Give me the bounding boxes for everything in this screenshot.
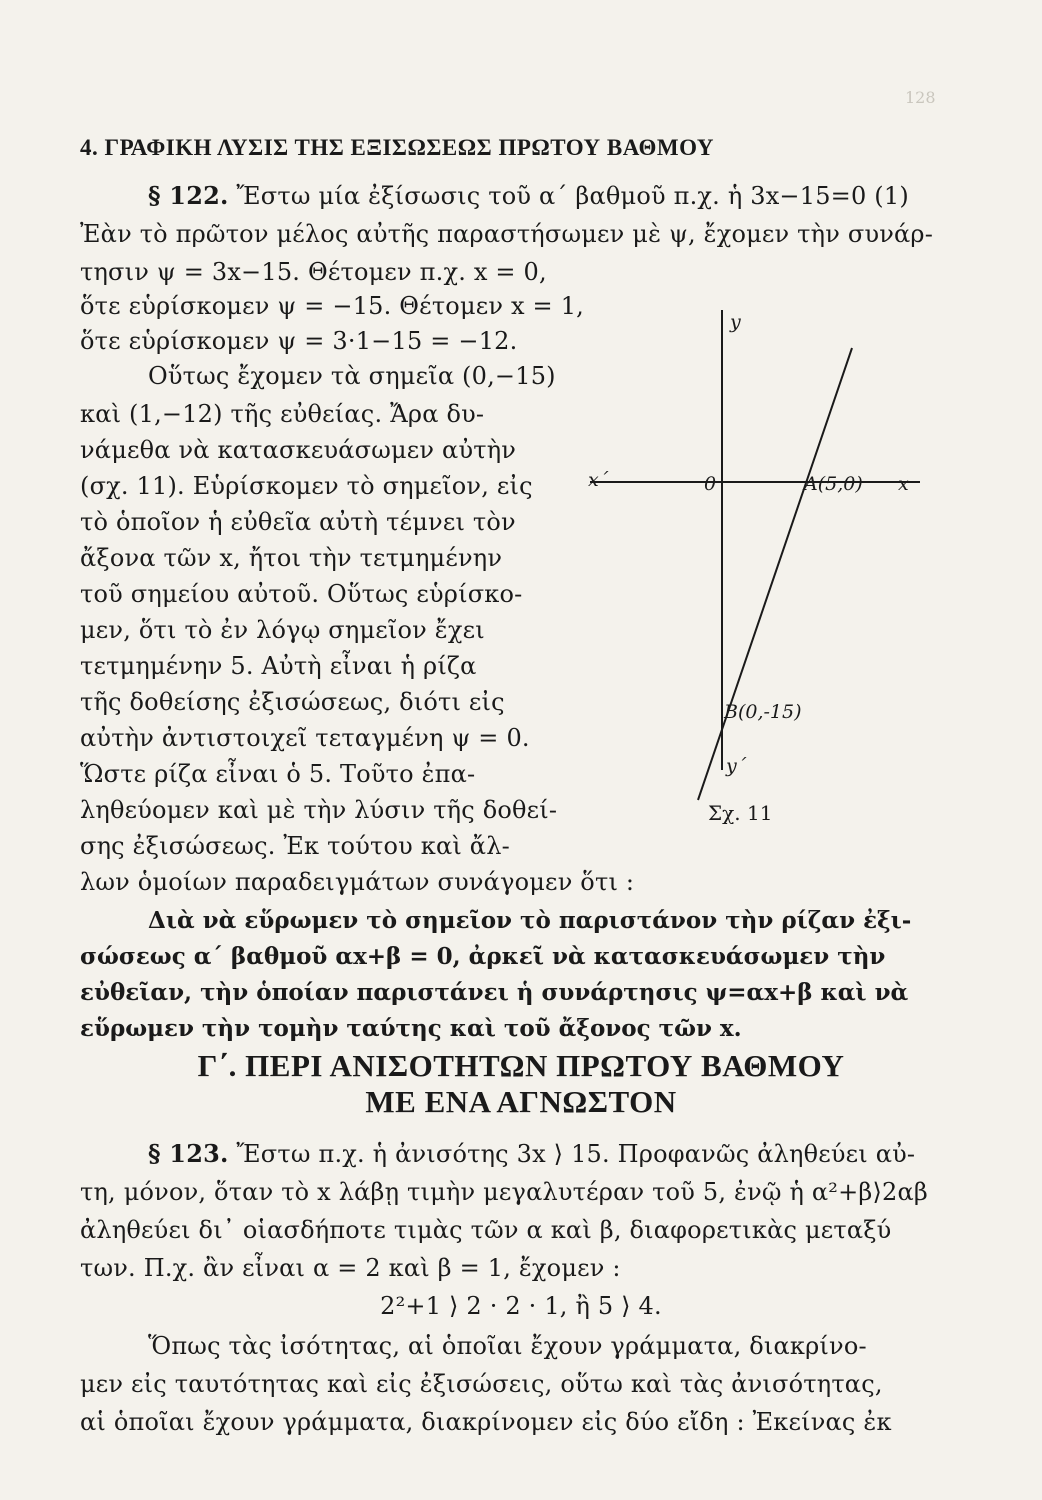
- figure-caption: Σχ. 11: [708, 801, 773, 825]
- para122-line: τὸ ὁποῖον ἡ εὐθεῖα αὐτὴ τέμνει τὸν: [80, 508, 516, 536]
- point-b-label: B(0,-15): [724, 701, 802, 723]
- para122-line: Ἐὰν τὸ πρῶτον μέλος αὐτῆς παραστήσωμεν μὲ ψ, ἔχομεν τὴν συνάρ-: [80, 220, 934, 248]
- point-a-label: A(5,0): [804, 473, 863, 495]
- para122-line: ὅτε εὑρίσκομεν ψ = −15. Θέτομεν x = 1,: [80, 292, 584, 320]
- origin-label: 0: [704, 473, 717, 495]
- rule-line: Διὰ νὰ εὕρωμεν τὸ σημεῖον τὸ παριστάνον τὴν ρίζαν ἐξι-: [148, 907, 912, 934]
- rule-line: εὕρωμεν τὴν τομὴν ταύτης καὶ τοῦ ἄξονος τῶν x.: [80, 1015, 742, 1042]
- para123-line: τη, μόνον, ὅταν τὸ x λάβῃ τιμὴν μεγαλυτέραν τοῦ 5, ἐνῷ ἡ α²+β⟩2αβ: [80, 1178, 929, 1206]
- para122-line: λων ὁμοίων παραδειγμάτων συνάγομεν ὅτι :: [80, 868, 635, 896]
- para123-line: 2²+1 ⟩ 2 · 2 · 1, ἢ 5 ⟩ 4.: [380, 1292, 662, 1320]
- para123-lead: § 123.: [148, 1139, 229, 1168]
- figure-11: [580, 300, 940, 840]
- y-prime-label: y΄: [726, 755, 747, 777]
- para123-line: των. Π.χ. ἂν εἶναι α = 2 καὶ β = 1, ἔχομεν :: [80, 1254, 621, 1282]
- y-axis-label: y: [730, 311, 741, 333]
- para122-line: αὐτὴν ἀντιστοιχεῖ τεταγμένη ψ = 0.: [80, 724, 530, 752]
- para122-line: καὶ (1,−12) τῆς εὐθείας. Ἄρα δυ-: [80, 400, 485, 428]
- rule-line: εὐθεῖαν, τὴν ὁποίαν παριστάνει ἡ συνάρτησις ψ=αx+β καὶ νὰ: [80, 979, 909, 1006]
- para122-line: ἄξονα τῶν x, ἤτοι τὴν τετμημένην: [80, 544, 503, 572]
- para122-line: τῆς δοθείσης ἐξισώσεως, διότι εἰς: [80, 688, 505, 716]
- x-axis-label: x: [898, 473, 909, 495]
- para123-first-line: [148, 1138, 915, 1170]
- para122-line: σης ἐξισώσεως. Ἐκ τούτου καὶ ἄλ-: [80, 832, 510, 860]
- para123-line: αἱ ὁποῖαι ἔχουν γράμματα, διακρίνομεν εἰς δύο εἴδη : Ἐκείνας ἐκ: [80, 1408, 892, 1436]
- para123-line: ἀληθεύει δι᾿ οἱασδήποτε τιμὰς τῶν α καὶ β, διαφορετικὰς μεταξύ: [80, 1216, 892, 1244]
- x-prime-label: x΄: [588, 469, 609, 491]
- section-heading: 4. ΓΡΑΦΙΚΗ ΛΥΣΙΣ ΤΗΣ ΕΞΙΣΩΣΕΩΣ ΠΡΩΤΟΥ ΒΑΘΜΟΥ: [80, 135, 715, 160]
- para122-line: Οὕτως ἔχομεν τὰ σημεῖα (0,−15): [148, 362, 556, 390]
- rule-line: σώσεως α΄ βαθμοῦ αx+β = 0, ἀρκεῖ νὰ κατασκευάσωμεν τὴν: [80, 943, 886, 970]
- para122-line-0: Ἔστω μία ἐξίσωσις τοῦ α΄ βαθμοῦ π.χ. ἡ 3x−15=0 (1): [236, 182, 909, 210]
- para123-line: Ὅπως τὰς ἰσότητας, αἱ ὁποῖαι ἔχουν γράμματα, διακρίνο-: [148, 1332, 867, 1360]
- page-number: 128: [905, 88, 936, 107]
- para122-line: Ὥστε ρίζα εἶναι ὁ 5. Τοῦτο ἐπα-: [80, 760, 476, 788]
- para122-line: ληθεύομεν καὶ μὲ τὴν λύσιν τῆς δοθεί-: [80, 796, 558, 824]
- para122-line: μεν, ὅτι τὸ ἐν λόγῳ σημεῖον ἔχει: [80, 616, 485, 644]
- para122-line: τετμημένην 5. Αὐτὴ εἶναι ἡ ρίζα: [80, 652, 477, 680]
- para122-lead: § 122.: [148, 181, 229, 210]
- chapter-heading-line-1: Γ΄. ΠΕΡΙ ΑΝΙΣΟΤΗΤΩΝ ΠΡΩΤΟΥ ΒΑΘΜΟΥ: [197, 1048, 845, 1083]
- para122-line: νάμεθα νὰ κατασκευάσωμεν αὐτὴν: [80, 436, 517, 464]
- para122-line: τησιν ψ = 3x−15. Θέτομεν π.χ. x = 0,: [80, 258, 547, 286]
- para123-line-0: Ἔστω π.χ. ἡ ἀνισότης 3x ⟩ 15. Προφανῶς ἀληθεύει αὐ-: [236, 1140, 916, 1168]
- para123-line: μεν εἰς ταυτότητας καὶ εἰς ἐξισώσεις, οὕτω καὶ τὰς ἀνισότητας,: [80, 1370, 883, 1398]
- para122-first-line: [148, 180, 909, 212]
- para122-line: (σχ. 11). Εὑρίσκομεν τὸ σημεῖον, εἰς: [80, 472, 533, 500]
- chapter-heading-line-2: ΜΕ ΕΝΑ ΑΓΝΩΣΤΟΝ: [365, 1084, 677, 1119]
- para122-line: ὅτε εὑρίσκομεν ψ = 3·1−15 = −12.: [80, 327, 518, 355]
- para122-line: τοῦ σημείου αὐτοῦ. Οὕτως εὑρίσκο-: [80, 580, 523, 608]
